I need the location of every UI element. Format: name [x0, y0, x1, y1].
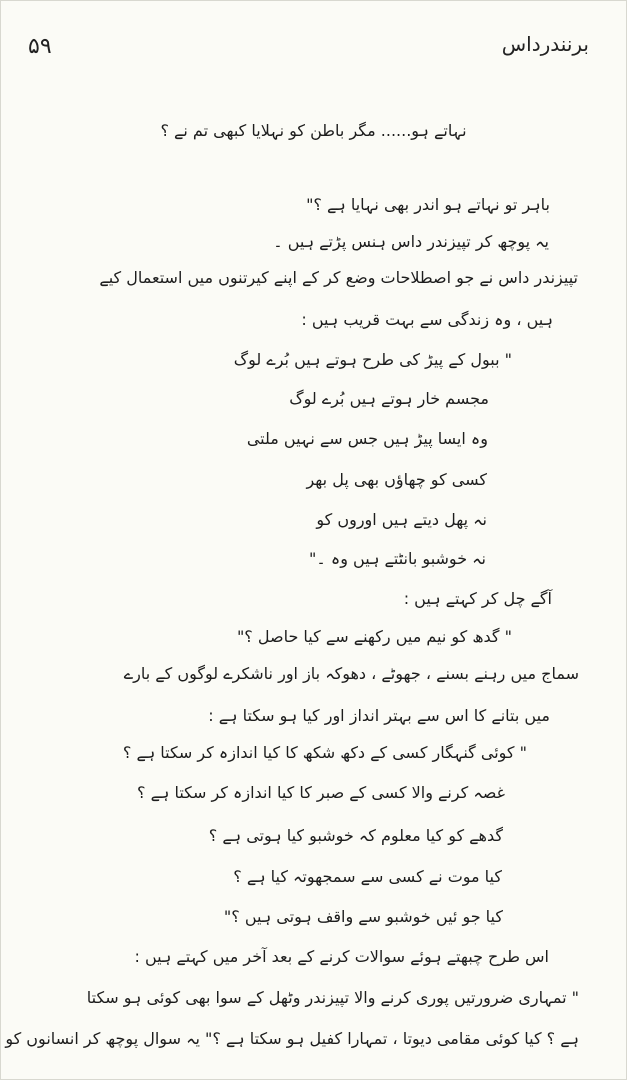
page-number: ۵۹	[28, 34, 52, 59]
text-line: نہ پھل دیتے ہیں اوروں کو	[316, 510, 487, 529]
text-line: غصہ کرنے والا کسی کے صبر کا کیا اندازہ کر سکتا ہے ؟	[137, 783, 505, 802]
running-header-title: برنندرداس	[501, 32, 589, 56]
text-line: یہ پوچھ کر تپیزندر داس ہنس پڑتے ہیں ۔	[273, 232, 549, 251]
text-line: ہے ؟ کیا کوئی مقامی دیوتا ، تمہارا کفیل ہو سکتا ہے ؟" یہ سوال پوچھ کر انسانوں کو	[5, 1029, 579, 1048]
text-line: ہیں ، وہ زندگی سے بہت قریب ہیں :	[301, 310, 553, 329]
text-line: " ببول کے پیڑ کی طرح ہوتے ہیں بُرے لوگ	[233, 350, 512, 369]
text-line: اس طرح چبھتے ہوئے سوالات کرنے کے بعد آخر میں کہتے ہیں :	[134, 947, 549, 966]
text-line: تپیزندر داس نے جو اصطلاحات وضع کر کے اپنے کیرتنوں میں استعمال کیے	[99, 268, 578, 287]
text-line: مجسم خار ہوتے ہیں بُرے لوگ	[289, 389, 489, 408]
text-line: سماج میں رہنے بسنے ، جھوٹے ، دھوکہ باز اور ناشکرے لوگوں کے بارے	[123, 664, 579, 683]
text-line: وہ ایسا پیڑ ہیں جس سے نہیں ملتی	[246, 429, 488, 448]
text-line: نہاتے ہو...... مگر باطن کو نہلایا کبھی تم نے ؟	[160, 121, 467, 140]
text-line: میں بتانے کا اس سے بہتر انداز اور کیا ہو سکتا ہے :	[208, 706, 550, 725]
text-line: کیا جو ئیں خوشبو سے واقف ہوتی ہیں ؟"	[223, 907, 503, 926]
text-line: باہر تو نہاتے ہو اندر بھی نہایا ہے ؟"	[306, 195, 550, 214]
text-line: " کوئی گنہگار کسی کے دکھ شکھ کا کیا اندازہ کر سکتا ہے ؟	[122, 743, 527, 762]
text-line: آگے چل کر کہتے ہیں :	[403, 589, 552, 608]
text-line: کسی کو چھاؤں بھی پل بھر	[306, 470, 487, 489]
text-line: " تمہاری ضرورتیں پوری کرنے والا تپیزندر وٹھل کے سوا بھی کوئی ہو سکتا	[86, 988, 579, 1007]
text-line: " گدھ کو نیم میں رکھنے سے کیا حاصل ؟"	[236, 627, 512, 646]
text-line: نہ خوشبو بانٹتے ہیں وہ ۔"	[309, 549, 486, 568]
text-line: کیا موت نے کسی سے سمجھوتہ کیا ہے ؟	[233, 867, 502, 886]
text-line: گدھے کو کیا معلوم کہ خوشبو کیا ہوتی ہے ؟	[208, 826, 503, 845]
